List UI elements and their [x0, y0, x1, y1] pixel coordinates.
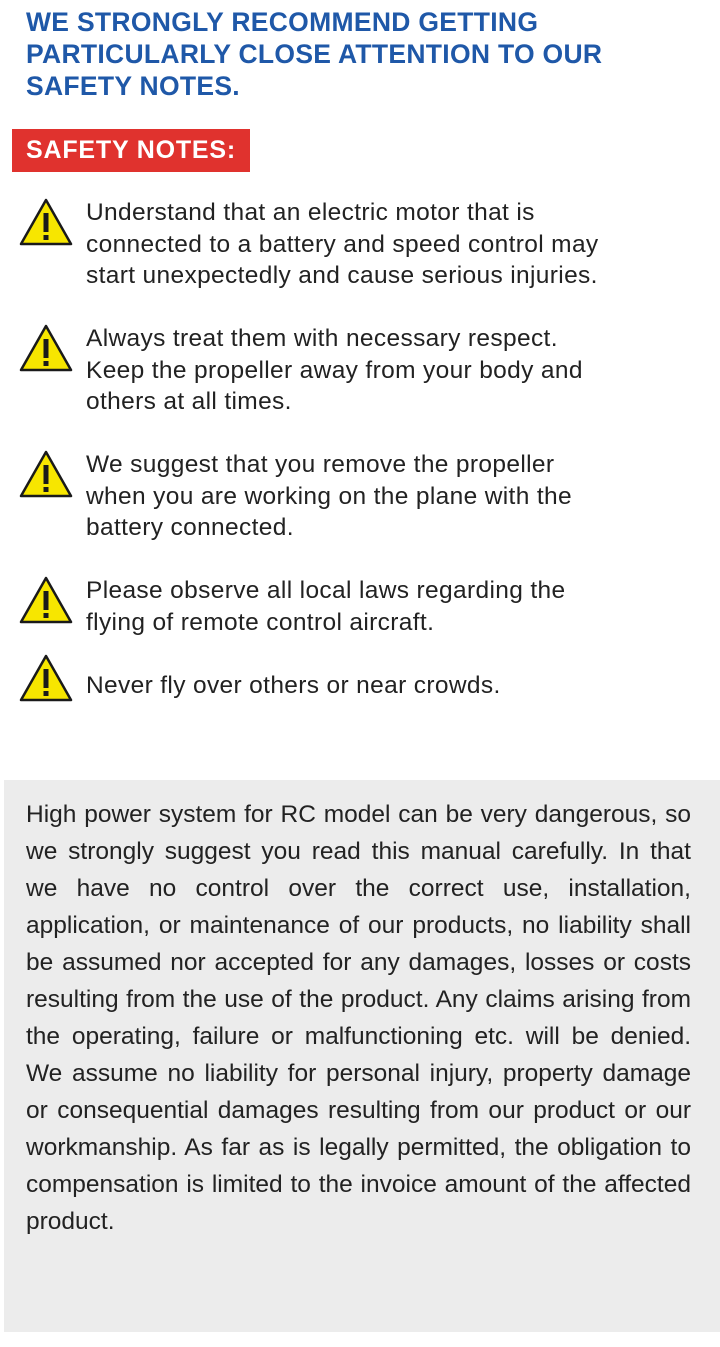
- intro-statement: [26, 6, 706, 102]
- intro-line: WE STRONGLY RECOMMEND GETTING: [26, 7, 539, 37]
- disclaimer-text: High power system for RC model can be very dangerous, so we strongly suggest you read this manual carefully. In that we have no control over the correct use, installation, application, or maintenance of our products, no liability shall be assumed nor accepted for any damages, losses or costs resulting from the use of the product. Any claims arising from the operating, failure or malfunctioning etc. will be denied. We assume no liability for personal injury, property damage or consequential damages resulting from our product or our workmanship. As far as is legally permitted, the obligation to compensation is limited to the invoice amount of the affected product.: [26, 801, 691, 1235]
- safety-notes-heading: SAFETY NOTES:: [12, 129, 250, 172]
- safety-note-text: Never fly over others or near crowds.: [86, 672, 501, 699]
- safety-note-text: Please observe all local laws regarding the flying of remote control aircraft.: [86, 577, 566, 636]
- safety-note-text: Understand that an electric motor that is connected to a battery and speed control may start unexpectedly and cause serious injuries.: [86, 199, 599, 289]
- warning-icon: [18, 197, 74, 247]
- warning-icon: [18, 449, 74, 499]
- warning-icon: [18, 653, 74, 703]
- warning-icon: [18, 323, 74, 373]
- intro-line: SAFETY NOTES.: [26, 71, 240, 101]
- intro-line: PARTICULARLY CLOSE ATTENTION TO OUR: [26, 39, 603, 69]
- safety-note-text: We suggest that you remove the propeller when you are working on the plane with the battery connected.: [86, 451, 572, 541]
- warning-icon: [18, 575, 74, 625]
- safety-note-text: Always treat them with necessary respect. Keep the propeller away from your body and others at all times.: [86, 325, 583, 415]
- disclaimer-box: [4, 780, 720, 1332]
